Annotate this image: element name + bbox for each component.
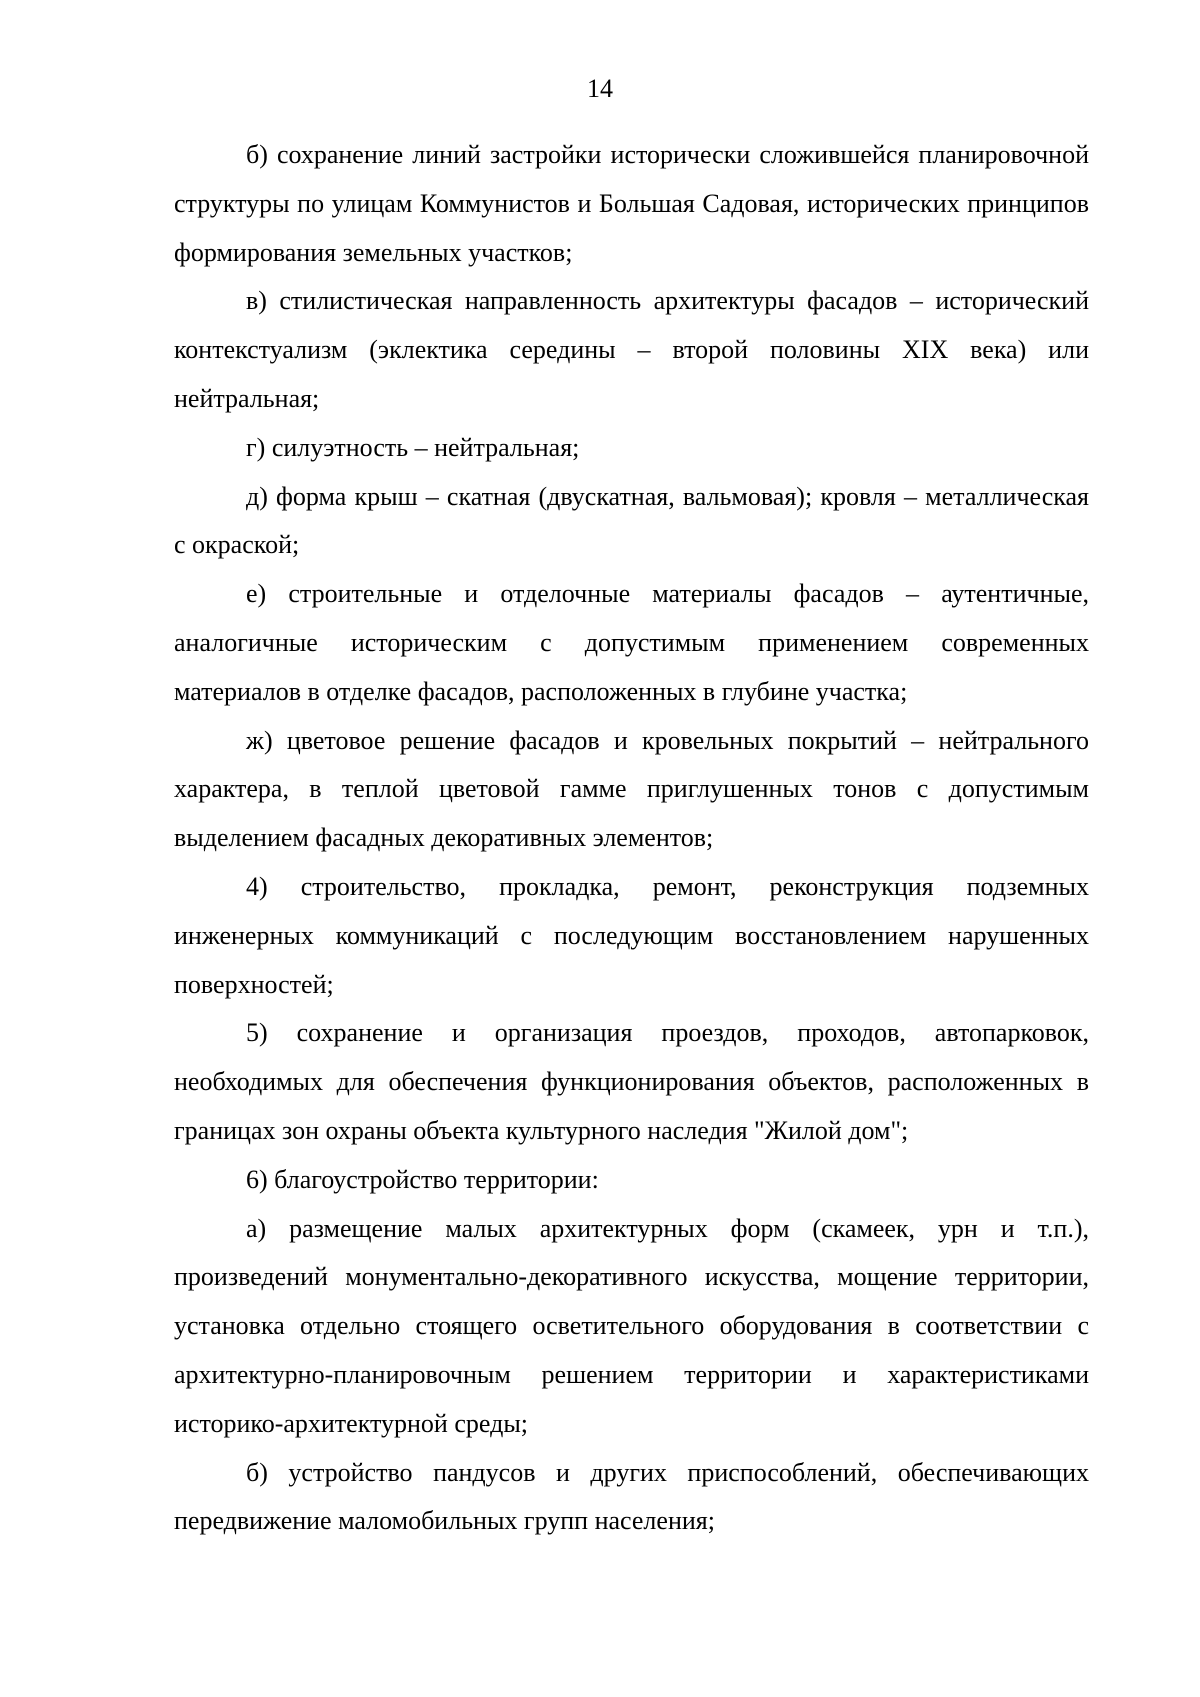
paragraph-5-driveways: 5) сохранение и организация проездов, проходов, автопарковок, необходимых для обеспечения функционирования объектов, расположенных в границах зон охраны объекта культурного наследия "Жилой дом"; bbox=[174, 1018, 1089, 1145]
paragraph-v-facade-style: в) стилистическая направленность архитектуры фасадов – исторический контекстуализм (эклектика середины – второй половины XIX века) или нейтральная; bbox=[174, 286, 1089, 413]
paragraph-zh-color-scheme: ж) цветовое решение фасадов и кровельных покрытий – нейтрального характера, в теплой цветовой гамме приглушенных тонов с допустимым выделением фасадных декоративных элементов; bbox=[174, 725, 1089, 853]
page-number: 14 bbox=[587, 74, 613, 103]
paragraph-b-ramps: б) устройство пандусов и других приспособлений, обеспечивающих передвижение маломобильных групп населения; bbox=[174, 1457, 1089, 1536]
paragraph-a-small-forms: а) размещение малых архитектурных форм (скамеек, урн и т.п.), произведений монументально-декоративного искусства, мощение территории, установка отдельно стоящего осветительного оборудования в соответствии с архитектурно-планировочным решением территории и характеристиками историко-архитектурной среды; bbox=[174, 1213, 1089, 1438]
paragraph-d-roof-form: д) форма крыш – скатная (двускатная, вальмовая); кровля – металлическая с окраской; bbox=[174, 481, 1089, 560]
paragraph-g-silhouette: г) силуэтность – нейтральная; bbox=[246, 432, 580, 462]
paragraph-b-building-lines: б) сохранение линий застройки исторически сложившейся планировочной структуры по улицам Коммунистов и Большая Садовая, исторических принципов формирования земельных участков; bbox=[174, 140, 1089, 267]
paragraph-e-materials: е) строительные и отделочные материалы фасадов – аутентичные, аналогичные историческим с допустимым применением современных материалов в отделке фасадов, расположенных в глубине участка; bbox=[174, 579, 1089, 706]
paragraph-6-landscaping: 6) благоустройство территории: bbox=[246, 1164, 599, 1194]
document-body bbox=[174, 131, 1089, 1546]
paragraph-4-utilities: 4) строительство, прокладка, ремонт, реконструкция подземных инженерных коммуникаций с последующим восстановлением нарушенных поверхностей; bbox=[174, 871, 1089, 999]
